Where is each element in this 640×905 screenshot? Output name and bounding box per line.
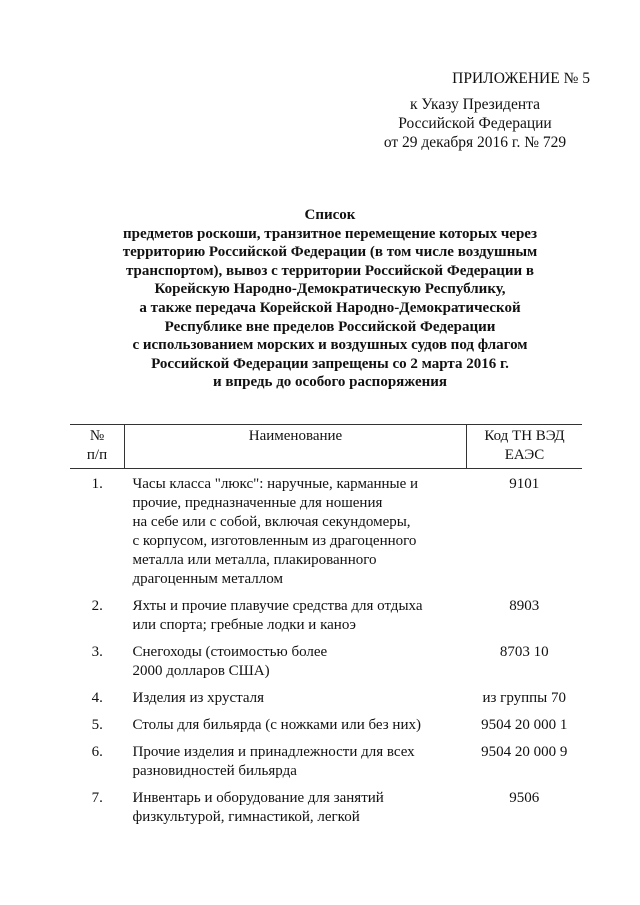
heading-line: Российской Федерации запрещены со 2 марта 2016 г.	[151, 355, 509, 372]
appendix-date-line: от 29 декабря 2016 г. № 729	[383, 134, 567, 151]
row-number: 3.	[91, 644, 103, 660]
row-code: 9504 20 000 1	[481, 717, 568, 733]
heading-line: транспортом), вывоз с территории Российской Федерации в	[125, 262, 535, 279]
row-name-line: Прочие изделия и принадлежности для всех	[132, 744, 415, 760]
heading-line: территорию Российской Федерации (в том числе воздушным	[122, 244, 538, 261]
header-number-abbr: п/п	[86, 447, 108, 463]
table-header-row	[70, 425, 582, 469]
row-name	[125, 789, 467, 835]
header-number-symbol: №	[89, 428, 105, 444]
row-number: 6.	[91, 744, 103, 760]
table-row	[70, 643, 582, 689]
heading-line: Список	[304, 207, 356, 223]
row-name-line: драгоценным металлом	[132, 571, 283, 587]
row-name-line: Яхты и прочие плавучие средства для отдыха	[132, 598, 423, 614]
row-code: 8903	[509, 598, 540, 614]
row-name-line: с корпусом, изготовленным из драгоценного	[132, 533, 417, 549]
row-code: 9504 20 000 9	[481, 744, 568, 760]
row-name	[125, 716, 467, 743]
row-name	[125, 597, 467, 643]
row-name-line: Часы класса "люкс": наручные, карманные и	[132, 476, 419, 492]
header-number	[70, 425, 125, 469]
row-code: 9101	[509, 476, 540, 492]
row-name-line: Снегоходы (стоимостью более	[132, 644, 328, 660]
heading-line: Корейскую Народно-Демократическую Республику,	[154, 281, 506, 298]
row-number: 7.	[91, 790, 103, 806]
row-name-line: или спорта; гребные лодки и каноэ	[132, 617, 356, 633]
row-name	[125, 689, 467, 716]
row-name-line: Изделия из хрусталя	[132, 690, 265, 706]
heading-line: и впредь до особого распоряжения	[212, 374, 448, 391]
row-name	[125, 643, 467, 689]
header-code	[467, 425, 583, 469]
heading-line: предметов роскоши, транзитное перемещение которых через	[123, 225, 537, 242]
header-code-union: ЕАЭС	[504, 447, 545, 463]
table-row	[70, 743, 582, 789]
row-name	[125, 469, 467, 598]
row-name	[125, 743, 467, 789]
table-row	[70, 469, 582, 598]
row-number: 4.	[91, 690, 103, 706]
row-name-line: металла или металла, плакированного	[132, 552, 377, 568]
row-code: 8703 10	[499, 644, 549, 660]
list-heading	[60, 206, 600, 392]
heading-line: Республике вне пределов Российской Федерации	[164, 318, 496, 335]
row-name-line: разновидностей бильярда	[132, 763, 297, 779]
table-row	[70, 716, 582, 743]
header-code-title: Код ТН ВЭД	[484, 428, 565, 444]
heading-line: с использованием морских и воздушных судов под флагом	[132, 337, 528, 354]
table-row	[70, 597, 582, 643]
appendix-title: ПРИЛОЖЕНИЕ № 5	[452, 70, 590, 87]
luxury-goods-table	[70, 424, 582, 835]
header-name: Наименование	[125, 425, 467, 469]
row-name-line: Инвентарь и оборудование для занятий	[132, 790, 384, 806]
row-name-line: физкультурой, гимнастикой, легкой	[132, 809, 360, 825]
heading-line: а также передача Корейской Народно-Демократической	[139, 299, 521, 316]
row-code: из группы 70	[482, 690, 567, 706]
row-name-line: Столы для бильярда (с ножками или без них)	[132, 717, 421, 733]
row-code: 9506	[509, 790, 540, 806]
row-number: 2.	[91, 598, 103, 614]
appendix-country-line: Российской Федерации	[398, 115, 552, 132]
row-number: 5.	[91, 717, 103, 733]
row-name-line: на себе или с собой, включая секундомеры,	[132, 514, 411, 530]
appendix-decree-line: к Указу Президента	[410, 96, 540, 113]
row-number: 1.	[91, 476, 103, 492]
row-name-line: прочие, предназначенные для ношения	[132, 495, 383, 511]
table-row	[70, 789, 582, 835]
row-name-line: 2000 долларов США)	[132, 663, 270, 679]
table-row	[70, 689, 582, 716]
